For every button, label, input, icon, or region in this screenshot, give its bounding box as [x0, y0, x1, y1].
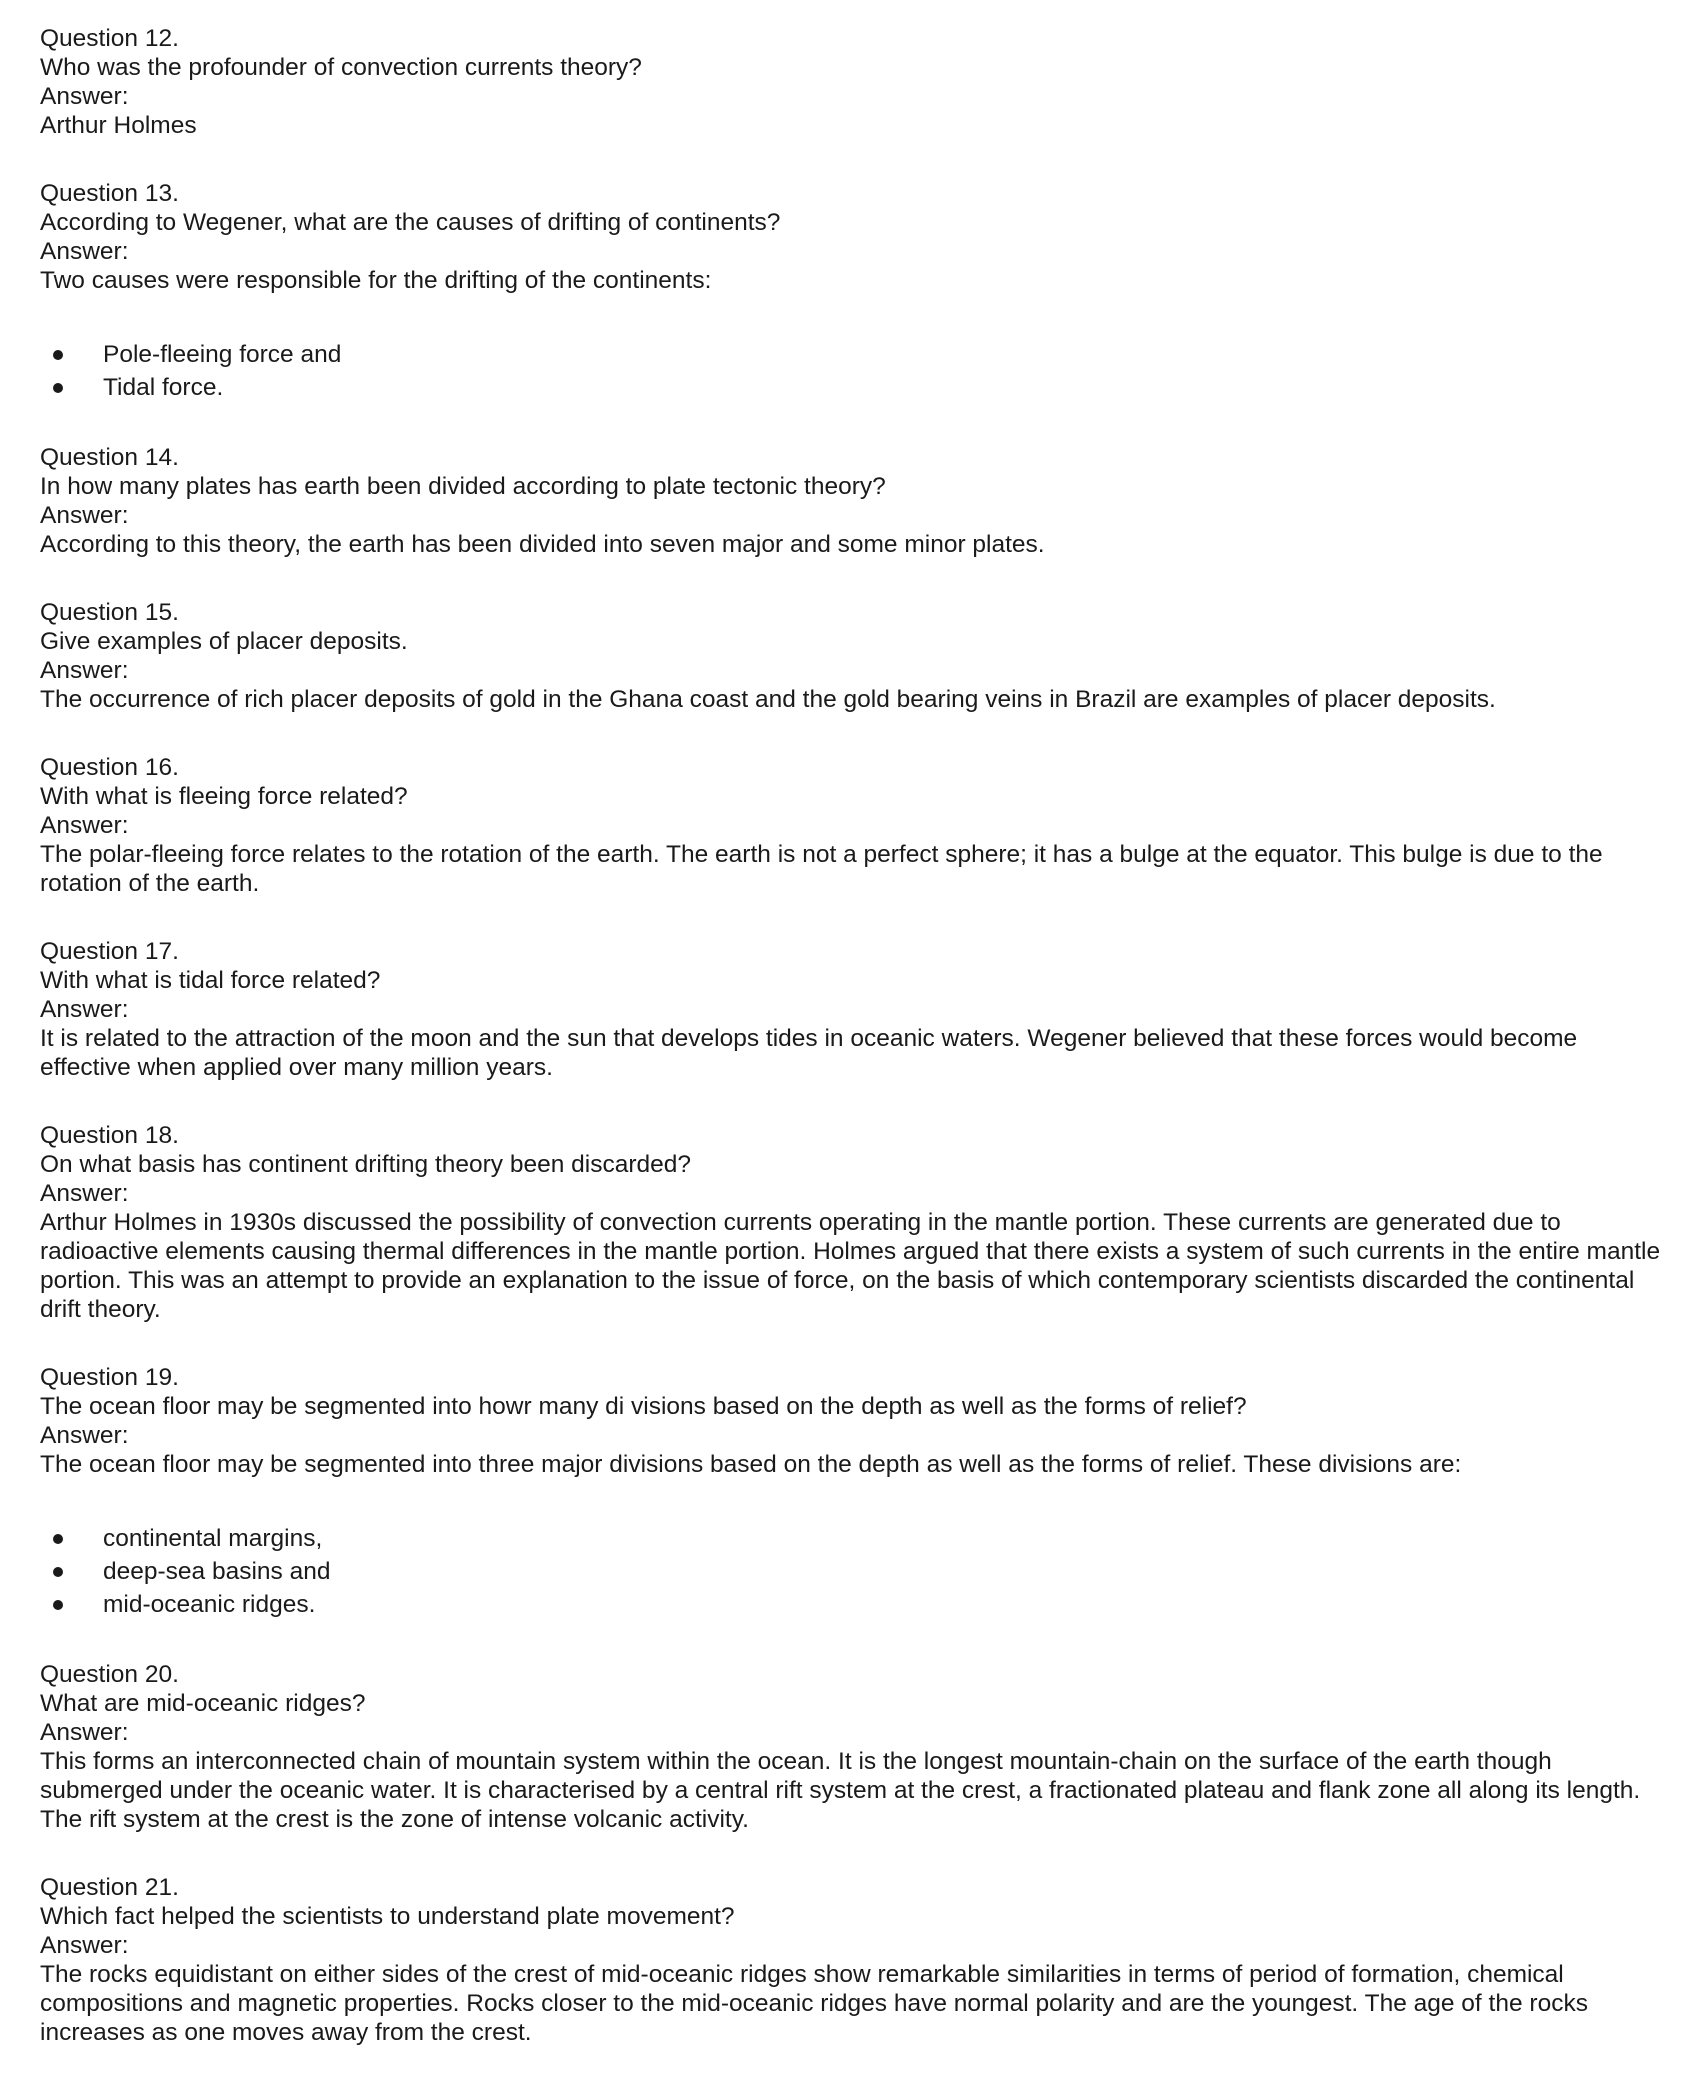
bullet-text: deep-sea basins and	[103, 1558, 331, 1585]
answer-label: Answer:	[40, 502, 129, 529]
bullet-list	[40, 1522, 1670, 1621]
bullet-text: mid-oceanic ridges.	[103, 1591, 316, 1618]
answer-text: Two causes were responsible for the drifting of the continents:	[40, 267, 712, 294]
answer-text: Arthur Holmes	[40, 112, 197, 139]
answer-text: It is related to the attraction of the moon and the sun that develops tides in oceanic waters. Wegener believed that these forces would become effective when applied over many million years.	[40, 1025, 1578, 1081]
answer-label: Answer:	[40, 1719, 129, 1746]
bullet-icon	[53, 350, 63, 360]
question-text: Which fact helped the scientists to understand plate movement?	[40, 1903, 735, 1930]
answer-label: Answer:	[40, 1932, 129, 1959]
qa-block-18	[40, 1121, 1670, 1324]
question-heading: Question 19.	[40, 1364, 179, 1391]
answer-label: Answer:	[40, 83, 129, 110]
question-heading: Question 21.	[40, 1874, 179, 1901]
question-text: In how many plates has earth been divided according to plate tectonic theory?	[40, 473, 886, 500]
bullet-icon	[53, 383, 63, 393]
bullet-text: Tidal force.	[103, 374, 224, 401]
question-text: Who was the profounder of convection currents theory?	[40, 54, 642, 81]
question-text: According to Wegener, what are the causes of drifting of continents?	[40, 209, 781, 236]
qa-block-19	[40, 1363, 1670, 1621]
bullet-text: Pole-fleeing force and	[103, 341, 342, 368]
answer-label: Answer:	[40, 1422, 129, 1449]
bullet-icon	[53, 1534, 63, 1544]
document	[40, 24, 1670, 2086]
answer-text: The polar-fleeing force relates to the rotation of the earth. The earth is not a perfect sphere; it has a bulge at the equator. This bulge is due to the rotation of the earth.	[40, 841, 1603, 897]
question-heading: Question 17.	[40, 938, 179, 965]
question-text: On what basis has continent drifting theory been discarded?	[40, 1151, 692, 1178]
question-heading: Question 14.	[40, 444, 179, 471]
question-text: With what is tidal force related?	[40, 967, 381, 994]
bullet-text: continental margins,	[103, 1525, 323, 1552]
question-heading: Question 20.	[40, 1661, 179, 1688]
qa-block-16	[40, 753, 1670, 898]
answer-label: Answer:	[40, 996, 129, 1023]
qa-block-17	[40, 937, 1670, 1082]
answer-text: Arthur Holmes in 1930s discussed the possibility of convection currents operating in the mantle portion. These currents are generated due to radioactive elements causing thermal differences in the mantle portion. Holmes argued that there exists a system of such currents in the entire mantle portion. This was an attempt to provide an explanation to the issue of force, on the basis of which contemporary scientists discarded the continental drift theory.	[40, 1209, 1661, 1323]
question-heading: Question 13.	[40, 180, 179, 207]
list-item	[40, 371, 1670, 404]
answer-text: According to this theory, the earth has been divided into seven major and some minor plates.	[40, 531, 1045, 558]
question-heading: Question 16.	[40, 754, 179, 781]
bullet-list	[40, 338, 1670, 404]
bullet-icon	[53, 1567, 63, 1577]
answer-text: The occurrence of rich placer deposits of gold in the Ghana coast and the gold bearing veins in Brazil are examples of placer deposits.	[40, 686, 1496, 713]
question-text: With what is fleeing force related?	[40, 783, 408, 810]
question-text: What are mid-oceanic ridges?	[40, 1690, 366, 1717]
question-heading: Question 18.	[40, 1122, 179, 1149]
answer-label: Answer:	[40, 812, 129, 839]
question-heading: Question 15.	[40, 599, 179, 626]
answer-label: Answer:	[40, 238, 129, 265]
answer-text: This forms an interconnected chain of mountain system within the ocean. It is the longest mountain-chain on the surface of the earth though submerged under the oceanic water. It is characterised by a central rift system at the crest, a fractionated plateau and flank zone all along its length. The rift system at the crest is the zone of intense volcanic activity.	[40, 1748, 1641, 1833]
question-text: The ocean floor may be segmented into howr many di visions based on the depth as well as the forms of relief?	[40, 1393, 1247, 1420]
answer-text: The ocean floor may be segmented into three major divisions based on the depth as well as the forms of relief. These divisions are:	[40, 1451, 1462, 1478]
question-text: Give examples of placer deposits.	[40, 628, 408, 655]
list-item	[40, 1522, 1670, 1555]
bullet-icon	[53, 1600, 63, 1610]
qa-block-20	[40, 1660, 1670, 1834]
qa-block-15	[40, 598, 1670, 714]
list-item	[40, 1588, 1670, 1621]
qa-block-13	[40, 179, 1670, 404]
qa-block-14	[40, 443, 1670, 559]
answer-label: Answer:	[40, 1180, 129, 1207]
qa-block-21	[40, 1873, 1670, 2047]
list-item	[40, 338, 1670, 371]
question-heading: Question 12.	[40, 25, 179, 52]
list-item	[40, 1555, 1670, 1588]
qa-block-12	[40, 24, 1670, 140]
answer-text: The rocks equidistant on either sides of the crest of mid-oceanic ridges show remarkable similarities in terms of period of formation, chemical compositions and magnetic properties. Rocks closer to the mid-oceanic ridges have normal polarity and are the youngest. The age of the rocks increases as one moves away from the crest.	[40, 1961, 1588, 2046]
answer-label: Answer:	[40, 657, 129, 684]
